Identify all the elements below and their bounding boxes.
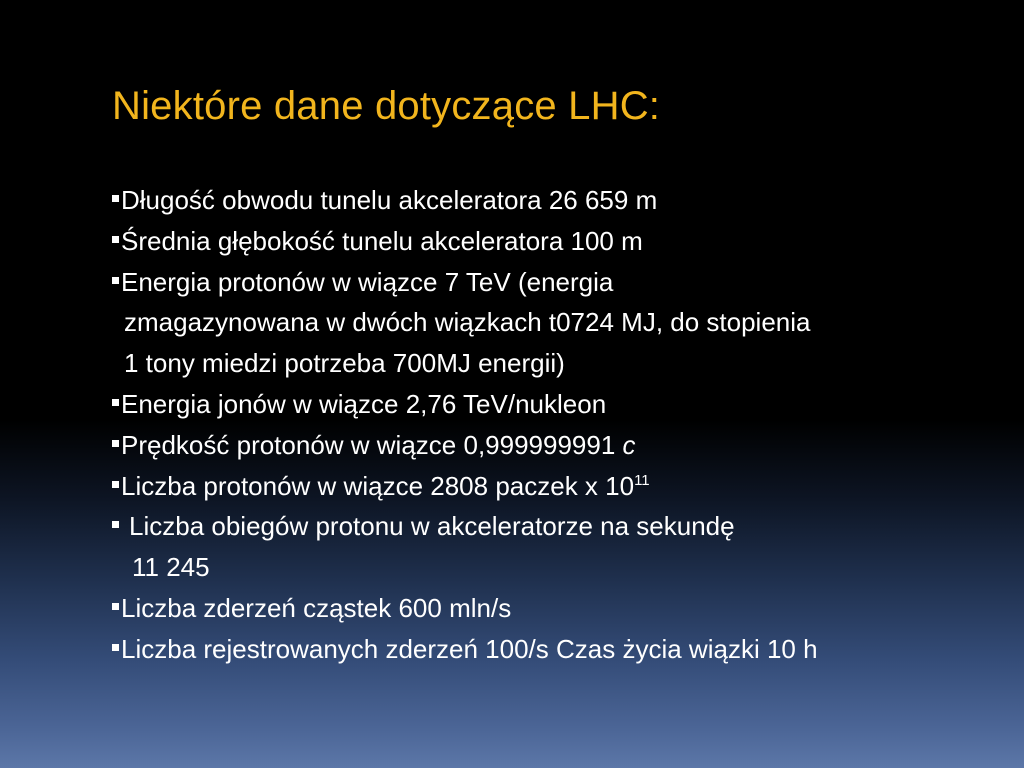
bullet-square-icon [112,521,119,528]
bullet-square-icon [112,236,119,243]
speed-of-light-symbol: c [622,429,636,460]
bullet-text: Średnia głębokość tunelu akceleratora 100 m [121,225,643,256]
bullet-proton-energy-continuation [112,302,992,343]
bullet-tunnel-depth [112,221,992,262]
bullet-text: Liczba obiegów protonu w akceleratorze na sekundę [129,511,735,542]
bullet-text: 1 tony miedzi potrzeba 700MJ energii) [124,348,565,379]
bullet-text: Energia protonów w wiązce 7 TeV (energia [121,266,614,297]
bullet-square-icon [112,481,119,488]
bullet-recorded-collisions [112,629,992,670]
bullet-orbits-per-second [112,506,992,547]
slide-title: Niektóre dane dotyczące LHC: [112,84,661,128]
bullet-square-icon [112,277,119,284]
bullet-text: Liczba zderzeń cząstek 600 mln/s [121,592,512,623]
bullet-text: Liczba rejestrowanych zderzeń 100/s Czas życia wiązki 10 h [121,633,818,664]
bullet-text: Energia jonów w wiązce 2,76 TeV/nukleon [121,388,607,419]
bullet-proton-energy-continuation [112,343,992,384]
bullet-square-icon [112,644,119,651]
bullet-ion-energy [112,384,992,425]
bullet-orbits-value [112,547,992,588]
bullet-square-icon [112,195,119,202]
exponent: 11 [634,471,650,489]
bullet-text: 11 245 [132,552,210,583]
bullet-text: zmagazynowana w dwóch wiązkach t0724 MJ, do stopienia [124,307,811,338]
bullet-text: Liczba protonów w wiązce 2808 paczek x 10 [121,470,635,501]
bullet-collision-rate [112,588,992,629]
bullet-proton-speed [112,425,992,466]
bullet-square-icon [112,440,119,447]
bullet-proton-energy [112,262,992,303]
bullet-square-icon [112,399,119,406]
bullet-square-icon [112,603,119,610]
bullet-tunnel-length [112,180,992,221]
bullet-list [112,180,992,670]
bullet-proton-count [112,466,992,507]
bullet-text: Długość obwodu tunelu akceleratora 26 659 m [121,185,658,215]
bullet-text: Prędkość protonów w wiązce 0,999999991 [121,429,623,460]
